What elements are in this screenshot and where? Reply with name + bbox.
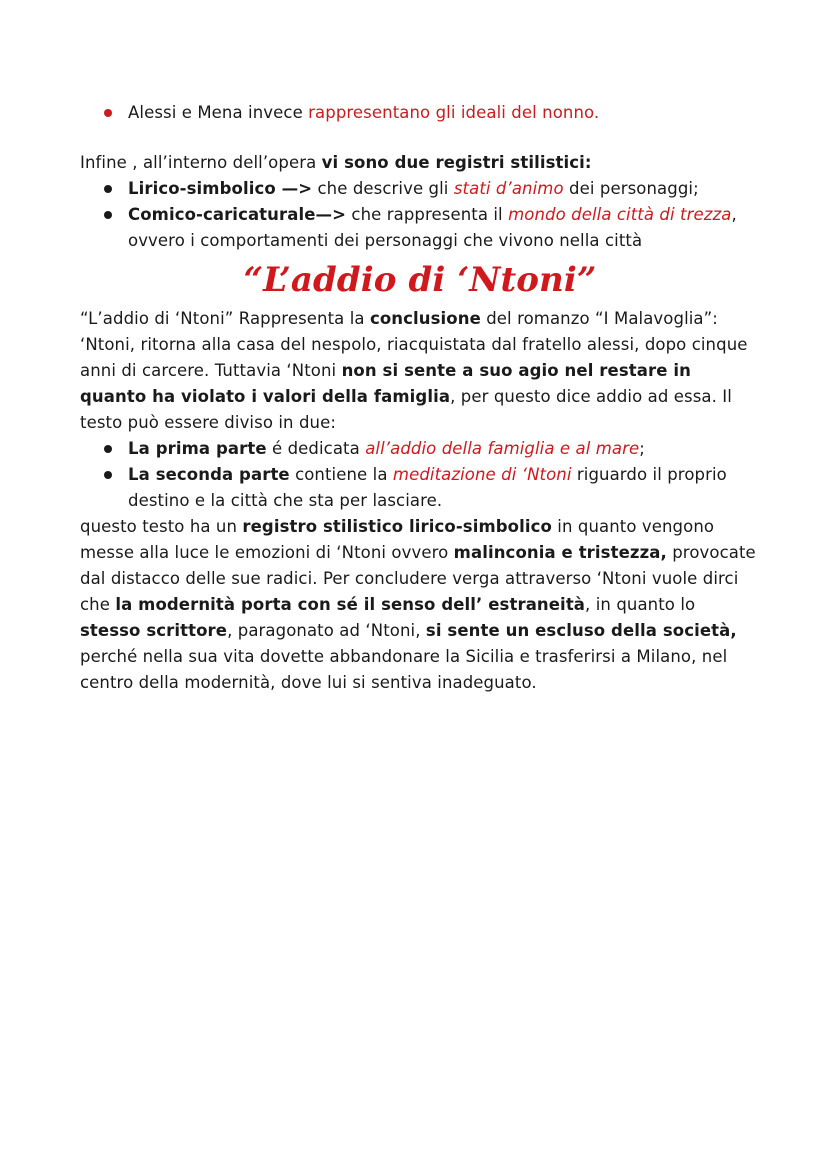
registri-list bbox=[80, 176, 760, 254]
list-item: Alessi e Mena invece rappresentano gli ideali del nonno. bbox=[80, 100, 760, 126]
document-text bbox=[80, 100, 760, 696]
section-title: “L’addio di ‘Ntoni” bbox=[243, 260, 597, 300]
highlight-text: rappresentano gli ideali del nonno. bbox=[308, 103, 600, 122]
list-item: Comico-caricaturale—> che rappresenta il mondo della città di trezza, ovvero i comportamenti dei personaggi che vivono nella città bbox=[80, 202, 760, 254]
list-item: La prima parte é dedicata all’addio della famiglia e al mare; bbox=[80, 436, 760, 462]
registri-intro: Infine , all’interno dell’opera vi sono due registri stilistici: bbox=[80, 153, 592, 172]
paragraph-intro: “L’addio di ‘Ntoni” Rappresenta la conclusione del romanzo “I Malavoglia”: ‘Ntoni, ritorna alla casa del nespolo, riacquistata dal fratello alessi, dopo cinque anni di carcere. Tuttavia ‘Ntoni non si sente a suo agio nel restare in quanto ha violato i valori della famiglia, per questo dice addio ad essa. Il testo può essere diviso in due: bbox=[80, 309, 748, 432]
paragraph-conclusion: questo testo ha un registro stilistico lirico-simbolico in quanto vengono messe alla luce le emozioni di ‘Ntoni ovvero malinconia e tristezza, provocate dal distacco delle sue radici. Per concludere verga attraverso ‘Ntoni vuole dirci che la modernità porta con sé il senso dell’ estraneità, in quanto lo stesso scrittore, paragonato ad ‘Ntoni, si sente un escluso della società, perché nella sua vita dovette abbandonare la Sicilia e trasferirsi a Milano, nel centro della modernità, dove lui si sentiva inadeguato. bbox=[80, 517, 756, 692]
parts-list bbox=[80, 436, 760, 514]
intro-list bbox=[80, 100, 760, 126]
list-item: Lirico-simbolico —> che descrive gli stati d’animo dei personaggi; bbox=[80, 176, 760, 202]
list-item: La seconda parte contiene la meditazione di ‘Ntoni riguardo il proprio destino e la città che sta per lasciare. bbox=[80, 462, 760, 514]
